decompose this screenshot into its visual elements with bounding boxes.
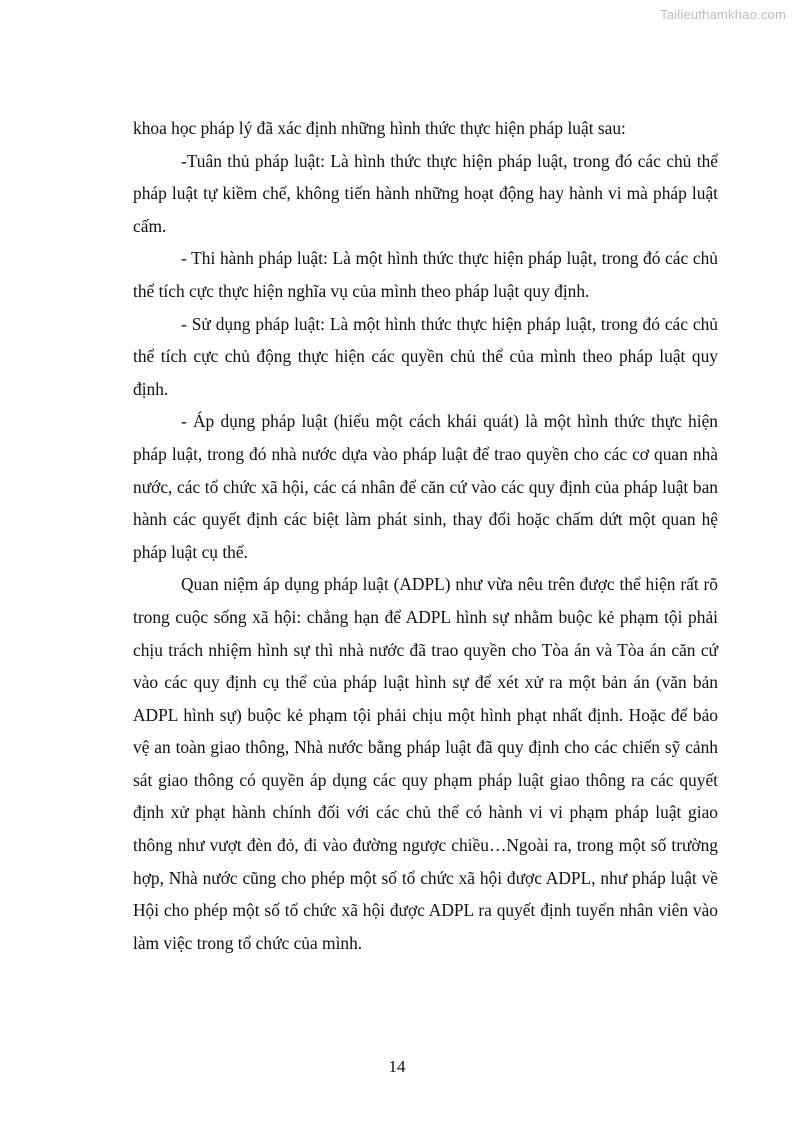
paragraph-thi-hanh: - Thi hành pháp luật: Là một hình thức thực hiện pháp luật, trong đó các chủ thể tích cực thực hiện nghĩa vụ của mình theo pháp luật quy định.: [133, 248, 718, 301]
paragraph-ap-dung: - Áp dụng pháp luật (hiểu một cách khái quát) là một hình thức thực hiện pháp luật, trong đó nhà nước dựa vào pháp luật để trao quyền cho các cơ quan nhà nước, các tổ chức xã hội, các cá nhân để căn cứ vào các quy định của pháp luật ban hành các quyết định các biệt làm phát sinh, thay đổi hoặc chấm dứt một quan hệ pháp luật cụ thể.: [133, 411, 718, 562]
watermark: Tailieuthamkhao.com: [660, 7, 786, 22]
paragraph-su-dung: - Sử dụng pháp luật: Là một hình thức thực hiện pháp luật, trong đó các chủ thể tích cực chủ động thực hiện các quyền chủ thể của mình theo pháp luật quy định.: [133, 313, 718, 399]
paragraph-intro: khoa học pháp lý đã xác định những hình thức thực hiện pháp luật sau:: [133, 118, 626, 138]
paragraph-quan-niem: Quan niệm áp dụng pháp luật (ADPL) như vừa nêu trên được thể hiện rất rõ trong cuộc sống xã hội: chẳng hạn để ADPL hình sự nhằm buộc kẻ phạm tội phải chịu trách nhiệm hình sự thì nhà nước đã trao quyền cho Tòa án và Tòa án căn cứ vào các quy định cụ thể của pháp luật hình sự để xét xử ra một bản án (văn bản ADPL hình sự) buộc kẻ phạm tội phải chịu một hình phạt nhất định. Hoặc để bảo vệ an toàn giao thông, Nhà nước bằng pháp luật đã quy định cho các chiến sỹ cảnh sát giao thông có quyền áp dụng các quy phạm pháp luật giao thông ra các quyết định xử phạt hành chính đối với các chủ thể có hành vi vi phạm pháp luật giao thông như vượt đèn đỏ, đi vào đường ngược chiều…Ngoài ra, trong một số trường hợp, Nhà nước cũng cho phép một số tổ chức xã hội được ADPL, như pháp luật về Hội cho phép một số tổ chức xã hội được ADPL ra quyết định tuyển nhân viên vào làm việc trong tổ chức của mình.: [133, 574, 718, 953]
page-number: 14: [388, 1057, 406, 1076]
paragraph-tuan-thu: -Tuân thủ pháp luật: Là hình thức thực hiện pháp luật, trong đó các chủ thể pháp luật tự kiềm chế, không tiến hành những hoạt động hay hành vi mà pháp luật cấm.: [133, 150, 718, 236]
body-text: [133, 112, 718, 959]
